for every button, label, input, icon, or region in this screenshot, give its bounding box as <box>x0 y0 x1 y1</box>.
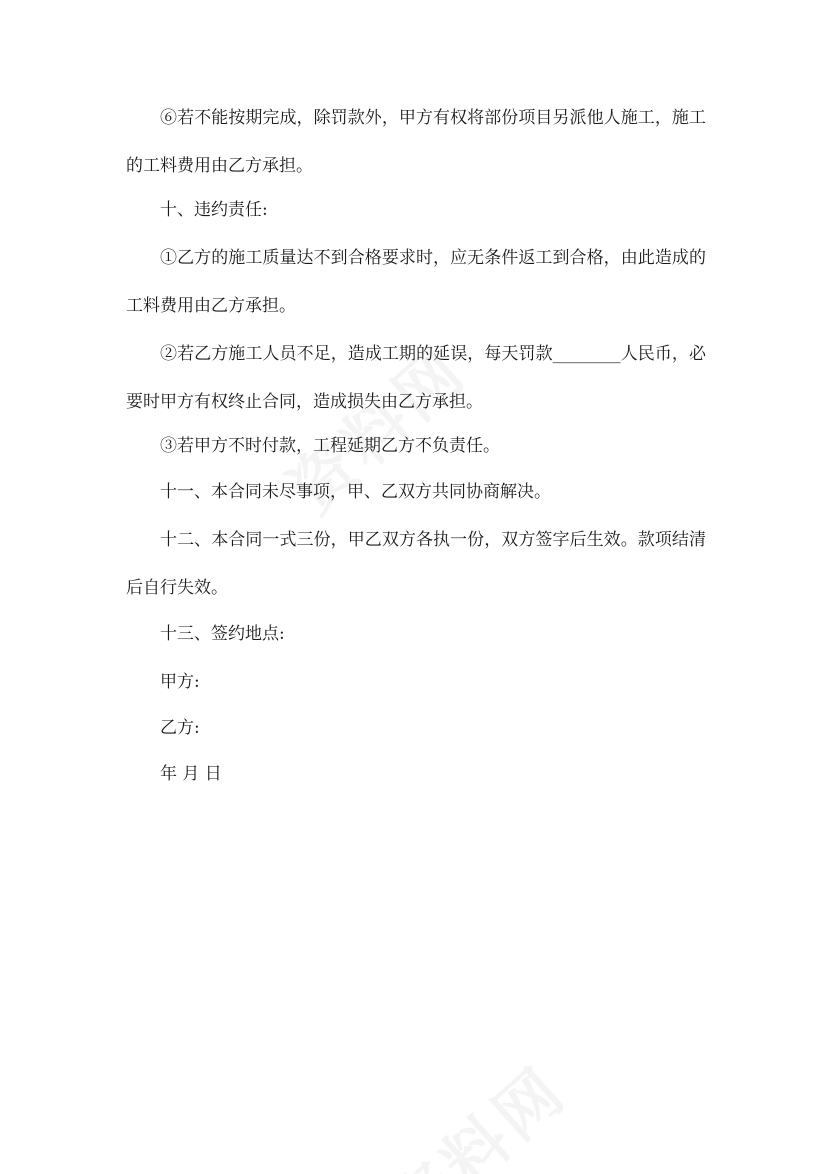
breach-clause-2-paragraph <box>126 330 706 426</box>
clause-6-paragraph <box>126 94 706 190</box>
text-line: ③若甲方不时付款，工程延期乙方不负责任。 <box>160 436 500 456</box>
text-line: 乙方: <box>160 718 200 738</box>
text-line: ①乙方的施工质量达不到合格要求时，应无条件返工到合格，由此造成的 <box>160 248 706 268</box>
breach-clause-1-paragraph <box>126 234 706 330</box>
date-line <box>126 750 706 798</box>
text-line: 工料费用由乙方承担。 <box>126 296 296 316</box>
watermark <box>366 1042 584 1174</box>
section-12-paragraph <box>126 516 706 612</box>
text-line: 甲方: <box>160 672 200 692</box>
section-11-paragraph <box>126 468 706 516</box>
text-line: ⑥若不能按期完成，除罚款外，甲方有权将部份项目另派他人施工，施工 <box>160 108 706 128</box>
text-line: 十一、本合同未尽事项，甲、乙双方共同协商解决。 <box>160 482 551 502</box>
text-line: 后自行失效。 <box>126 578 228 598</box>
section-10-heading <box>126 186 706 234</box>
text-line: 的工料费用由乙方承担。 <box>126 156 313 176</box>
text-line: 十、违约责任: <box>160 200 268 220</box>
text-line: 要时甲方有权终止合同，造成损失由乙方承担。 <box>126 392 483 412</box>
text-line: 十三、签约地点: <box>160 624 285 644</box>
text-line: ②若乙方施工人员不足，造成工期的延误，每天罚款________人民币，必 <box>160 344 706 364</box>
party-b-signature-line <box>126 704 706 752</box>
party-a-signature-line <box>126 658 706 706</box>
text-line: 年 月 日 <box>160 764 222 784</box>
section-13-signing-place <box>126 610 706 658</box>
text-line: 十二、本合同一式三份，甲乙双方各执一份，双方签字后生效。款项结清 <box>160 530 706 550</box>
breach-clause-3-paragraph <box>126 422 706 470</box>
